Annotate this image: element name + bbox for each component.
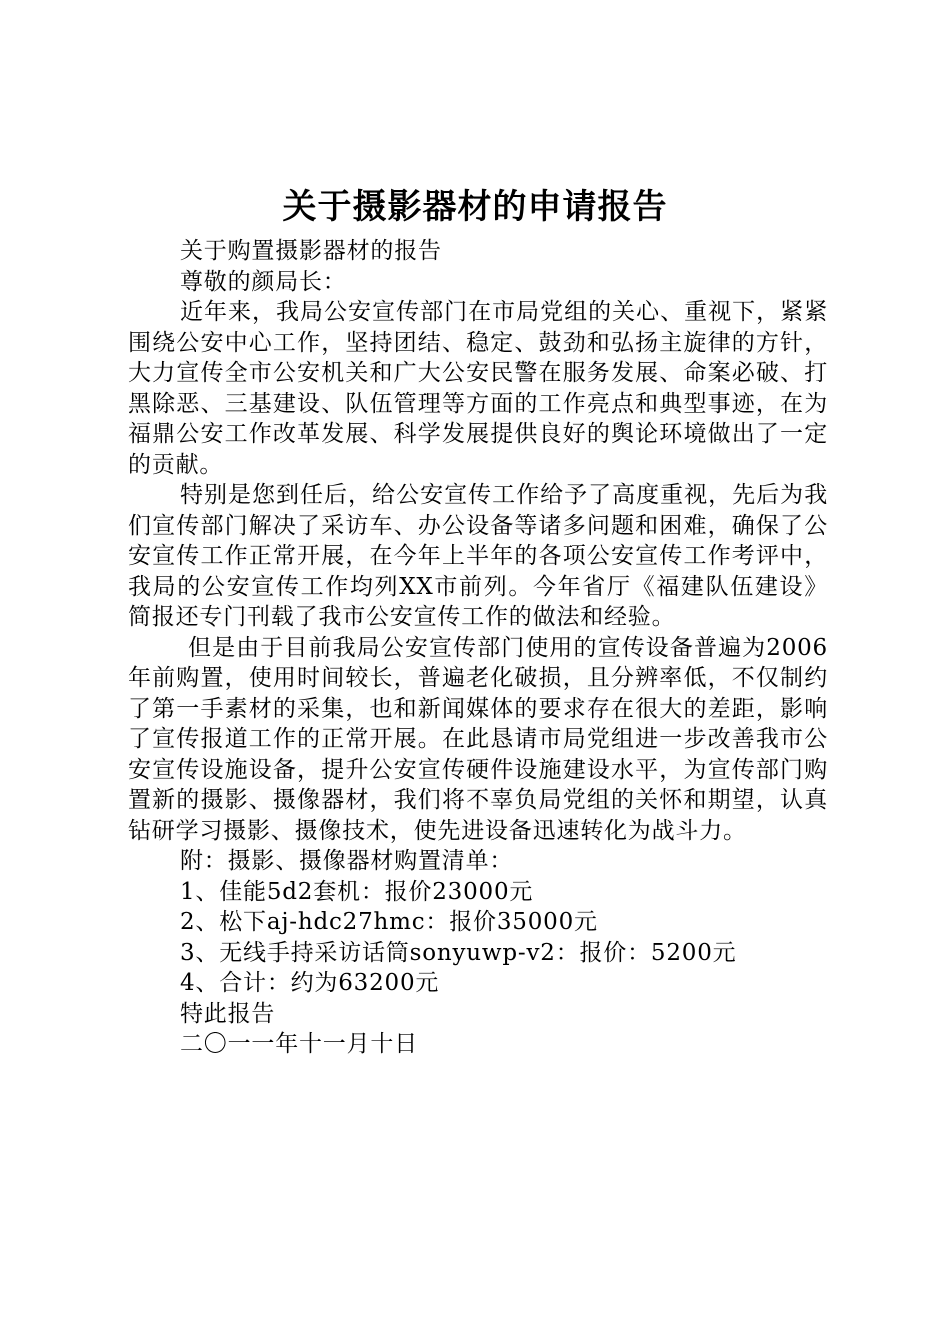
paragraph-2: 特别是您到任后，给公安宣传工作给予了高度重视，先后为我们宣传部门解决了采访车、办公设备等诸多问题和困难，确保了公安宣传工作正常开展，在今年上半年的各项公安宣传工作考评中，我局的公安宣传工作均列XX市前列。今年省厅《福建队伍建设》简报还专门刊载了我市公安宣传工作的做法和经验。 (128, 482, 828, 630)
list-item-3: 3、无线手持采访话筒sonyuwp-v2：报价：5200元 (180, 939, 737, 966)
paragraph-1: 近年来，我局公安宣传部门在市局党组的关心、重视下，紧紧围绕公安中心工作，坚持团结、稳定、鼓劲和弘扬主旋律的方针，大力宣传全市公安机关和广大公安民警在服务发展、命案必破、打黑除恶、三基建设、队伍管理等方面的工作亮点和典型事迹，在为福鼎公安工作改革发展、科学发展提供良好的舆论环境做出了一定的贡献。 (128, 299, 828, 478)
salutation: 尊敬的颜局长： (180, 268, 347, 295)
list-item-2: 2、松下aj-hdc27hmc：报价35000元 (180, 909, 598, 935)
attachment-heading: 附：摄影、摄像器材购置清单： (180, 848, 514, 874)
document-date: 二〇一一年十一月十日 (180, 1031, 418, 1057)
closing-line: 特此报告 (180, 1000, 276, 1027)
paragraph-3: 但是由于目前我局公安宣传部门使用的宣传设备普遍为2006年前购置，使用时间较长，普遍老化破损，且分辨率低，不仅制约了第一手素材的采集，也和新闻媒体的要求存在很大的差距，影响了宣传报道工作的正常开展。在此恳请市局党组进一步改善我市公安宣传设施设备，提升公安宣传硬件设施建设水平，为宣传部门购置新的摄影、摄像器材，我们将不辜负局党组的关怀和期望，认真钻研学习摄影、摄像技术，使先进设备迅速转化为战斗力。 (128, 634, 828, 844)
list-item-1: 1、佳能5d2套机：报价23000元 (180, 878, 534, 905)
list-item-4: 4、合计：约为63200元 (180, 970, 440, 996)
document-title: 关于摄影器材的申请报告 (282, 187, 668, 227)
subject-line: 关于购置摄影器材的报告 (180, 238, 442, 264)
document-body (128, 236, 828, 1060)
